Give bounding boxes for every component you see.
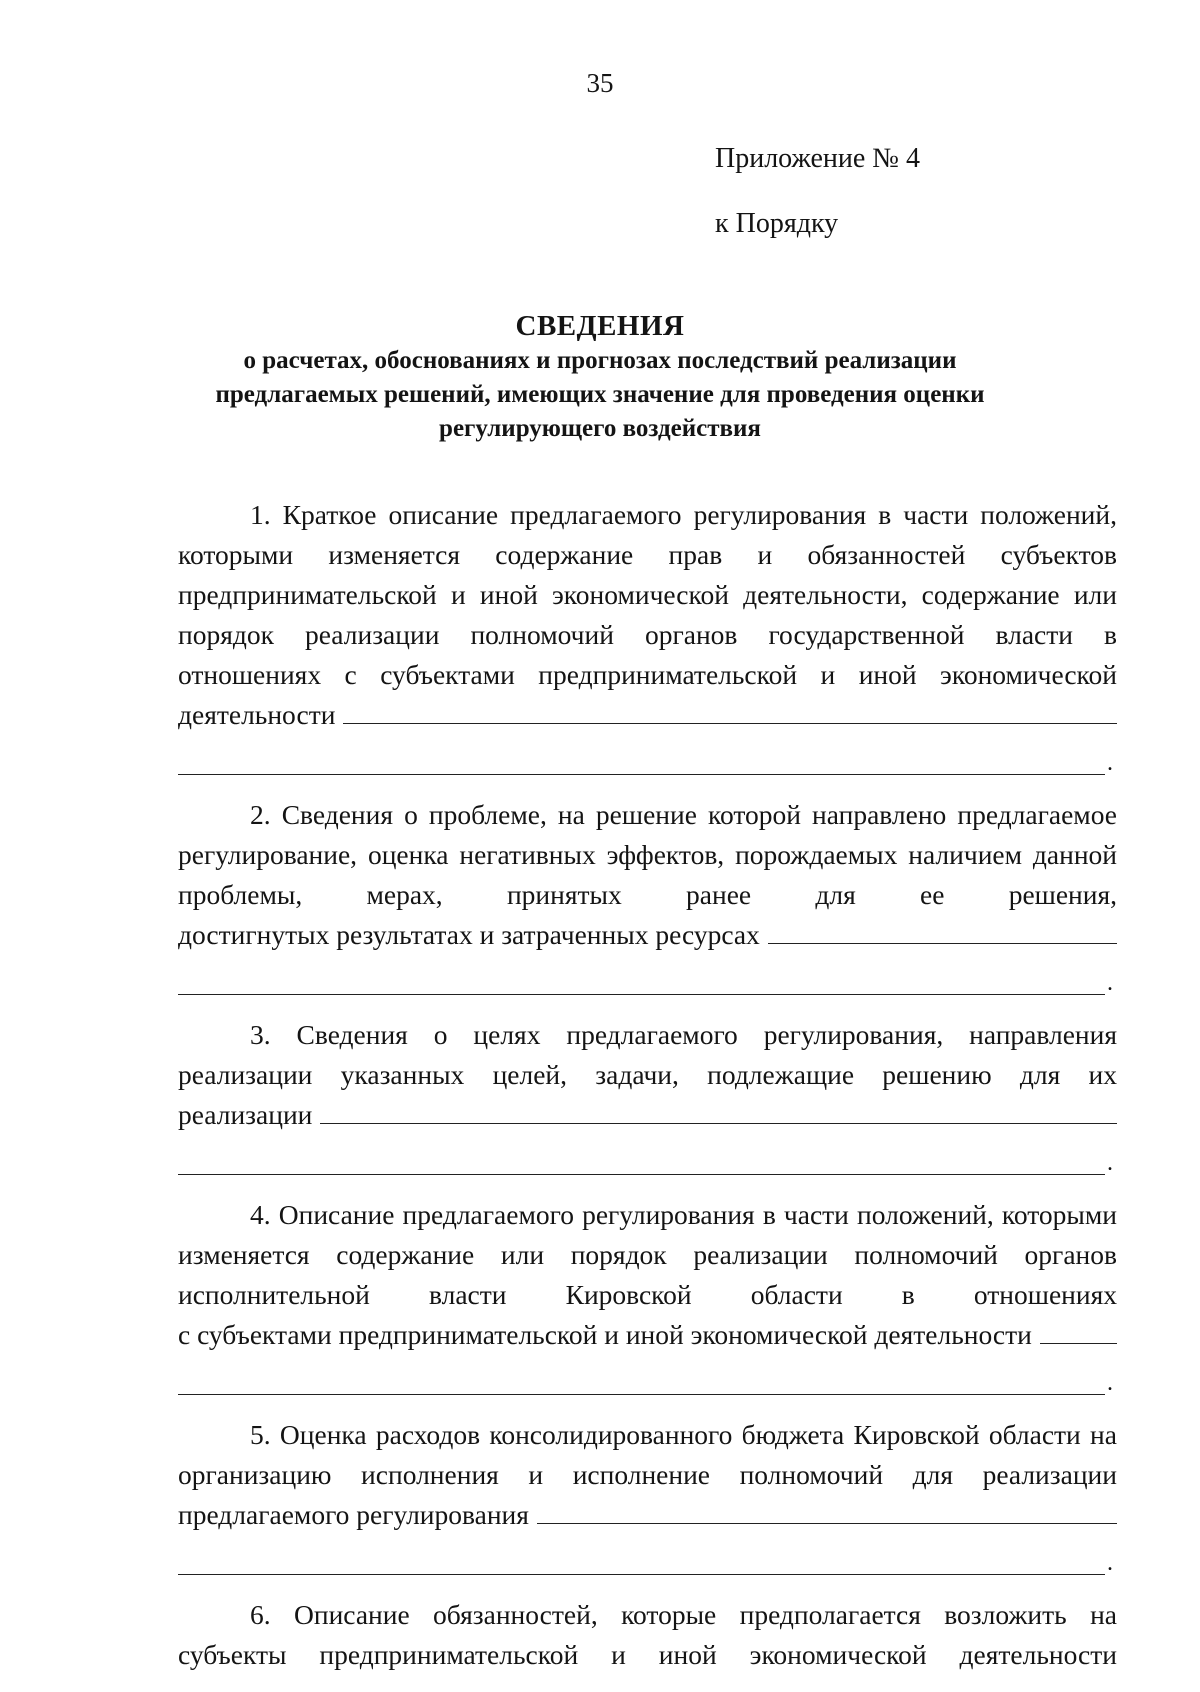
blank-underline — [178, 1546, 1105, 1575]
line-terminator: . — [1107, 1150, 1113, 1176]
section-3-answer-line[interactable] — [320, 1097, 1117, 1124]
section-5 — [178, 1415, 1117, 1575]
section-2-last-words: достигнутых результатах и затраченных ресурсах — [178, 919, 760, 950]
section-1-last-words: деятельности — [178, 699, 336, 730]
section-1-answer-line[interactable] — [343, 697, 1117, 724]
section-6 — [178, 1595, 1117, 1675]
section-4-text: 4. Описание предлагаемого регулирования в части положений, которыми изменяется содержание или порядок реализации полномочий органов исполнительной власти Кировской области в отношениях — [178, 1199, 1117, 1310]
section-4-last-words: с субъектами предпринимательской и иной экономической деятельности — [178, 1319, 1032, 1350]
blank-underline — [178, 966, 1105, 995]
section-6-text: 6. Описание обязанностей, которые предполагается возложить на субъекты предпринимательской и иной экономической деятельности — [178, 1599, 1117, 1670]
document-subtitle-line-3: регулирующего воздействия — [439, 415, 761, 442]
page-number: 35 — [586, 68, 614, 98]
section-1-fill-row — [178, 695, 1117, 735]
blank-underline — [178, 1146, 1105, 1175]
section-1 — [178, 495, 1117, 775]
section-4 — [178, 1195, 1117, 1395]
section-5-blank-line[interactable] — [178, 1535, 1117, 1575]
paragraph-gap — [178, 775, 1117, 795]
section-2-answer-line[interactable] — [768, 917, 1117, 944]
annex-number: Приложение № 4 — [715, 143, 920, 174]
line-terminator: . — [1107, 1550, 1113, 1576]
section-2 — [178, 795, 1117, 995]
line-terminator: . — [1107, 1370, 1113, 1396]
section-4-fill-row — [178, 1315, 1117, 1355]
document-title-block — [150, 308, 1050, 446]
line-terminator: . — [1107, 750, 1113, 776]
section-5-last-words: предлагаемого регулирования — [178, 1499, 529, 1530]
section-2-blank-line[interactable] — [178, 955, 1117, 995]
paragraph-gap — [178, 1175, 1117, 1195]
document-subtitle-line-2: предлагаемых решений, имеющих значение для проведения оценки — [215, 381, 985, 408]
line-terminator: . — [1107, 970, 1113, 996]
section-4-answer-line[interactable] — [1040, 1317, 1117, 1344]
document-subtitle-line-1: о расчетах, обоснованиях и прогнозах последствий реализации — [243, 347, 957, 374]
section-3 — [178, 1015, 1117, 1175]
section-2-text: 2. Сведения о проблеме, на решение которой направлено предлагаемое регулирование, оценка негативных эффектов, порождаемых наличием данной проблемы, мерах, принятых ранее для ее решения, — [178, 799, 1117, 910]
section-5-text: 5. Оценка расходов консолидированного бюджета Кировской области на организацию исполнения и исполнение полномочий для реализации — [178, 1419, 1117, 1490]
section-3-blank-line[interactable] — [178, 1135, 1117, 1175]
blank-underline — [178, 1366, 1105, 1395]
section-1-text: 1. Краткое описание предлагаемого регулирования в части положений, которыми изменяется содержание прав и обязанностей субъектов предпринимательской и иной экономической деятельности, содержание или порядок реализации полномочий органов государственной власти в отношениях с субъектами предпринимательской и иной экономической — [178, 499, 1117, 690]
section-5-fill-row — [178, 1495, 1117, 1535]
blank-underline — [178, 746, 1105, 775]
paragraph-gap — [178, 1575, 1117, 1595]
section-3-fill-row — [178, 1095, 1117, 1135]
document-body — [178, 495, 1117, 1675]
section-2-fill-row — [178, 915, 1117, 955]
section-3-last-words: реализации — [178, 1099, 313, 1130]
document-title: СВЕДЕНИЯ — [515, 310, 685, 342]
section-5-answer-line[interactable] — [537, 1497, 1117, 1524]
paragraph-gap — [178, 995, 1117, 1015]
paragraph-gap — [178, 1395, 1117, 1415]
annex-reference: к Порядку — [715, 208, 839, 239]
section-1-blank-line[interactable] — [178, 735, 1117, 775]
section-3-text: 3. Сведения о целях предлагаемого регулирования, направления реализации указанных целей, задачи, подлежащие решению для их — [178, 1019, 1117, 1090]
section-4-blank-line[interactable] — [178, 1355, 1117, 1395]
